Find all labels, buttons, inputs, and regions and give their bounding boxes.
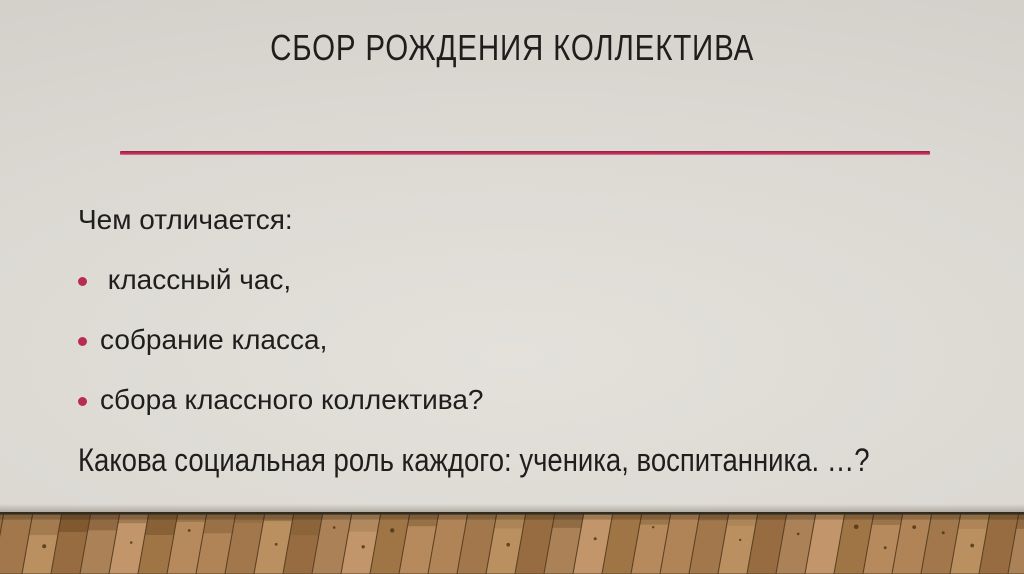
bullet-text: сбора классного коллектива? (100, 384, 484, 415)
bullet-item (78, 310, 964, 370)
bullet-icon (78, 337, 87, 346)
wood-floor (0, 512, 1024, 574)
slide-title-text: СБОР РОЖДЕНИЯ КОЛЛЕКТИВА (269, 27, 755, 68)
intro-line (78, 190, 964, 250)
slide-body (78, 190, 964, 490)
question-line (78, 430, 964, 490)
bullet-icon (78, 277, 87, 286)
bullet-icon (78, 397, 87, 406)
wall-floor-shadow (0, 504, 1024, 512)
bullet-item (78, 370, 964, 430)
slide-title (96, 27, 928, 69)
bullet-text: классный час, (100, 264, 292, 295)
intro-text: Чем отличается: (78, 204, 293, 235)
title-underline-line (120, 151, 930, 155)
bullet-item (78, 250, 964, 310)
bullet-text: собрание класса, (100, 324, 328, 355)
question-text: Какова социальная роль каждого: ученика, воспитанника. …? (78, 441, 870, 478)
